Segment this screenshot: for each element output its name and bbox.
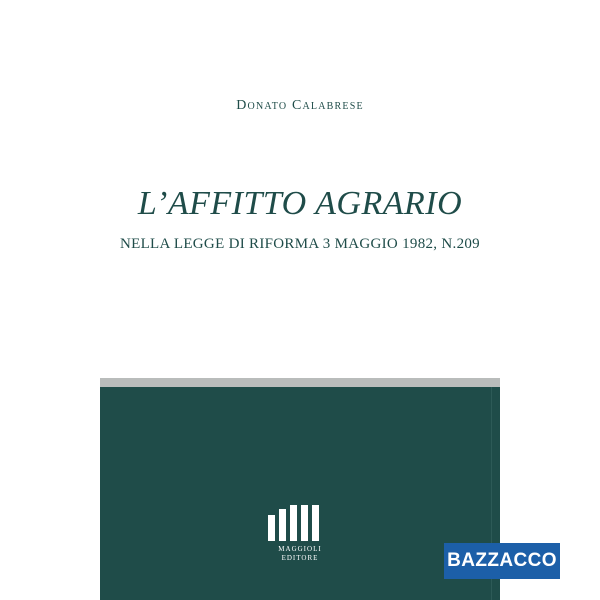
author-name: Donato Calabrese [236, 98, 364, 113]
logo-text-line1: MAGGIOLI [278, 545, 322, 553]
logo-text-line2: EDITORE [281, 554, 319, 562]
book-title: L’AFFITTO AGRARIO [137, 185, 463, 222]
cover-dark-panel [100, 387, 500, 600]
logo-text [260, 545, 340, 563]
retailer-badge [444, 543, 560, 579]
book-cover [100, 0, 557, 600]
retailer-badge-label: BAZZACCO [447, 550, 557, 571]
logo-bars-icon [268, 505, 332, 541]
book-subtitle: NELLA LEGGE DI RIFORMA 3 MAGGIO 1982, N.209 [120, 236, 480, 252]
grey-divider-strip [100, 378, 500, 387]
maggioli-editore-logo [260, 505, 340, 567]
